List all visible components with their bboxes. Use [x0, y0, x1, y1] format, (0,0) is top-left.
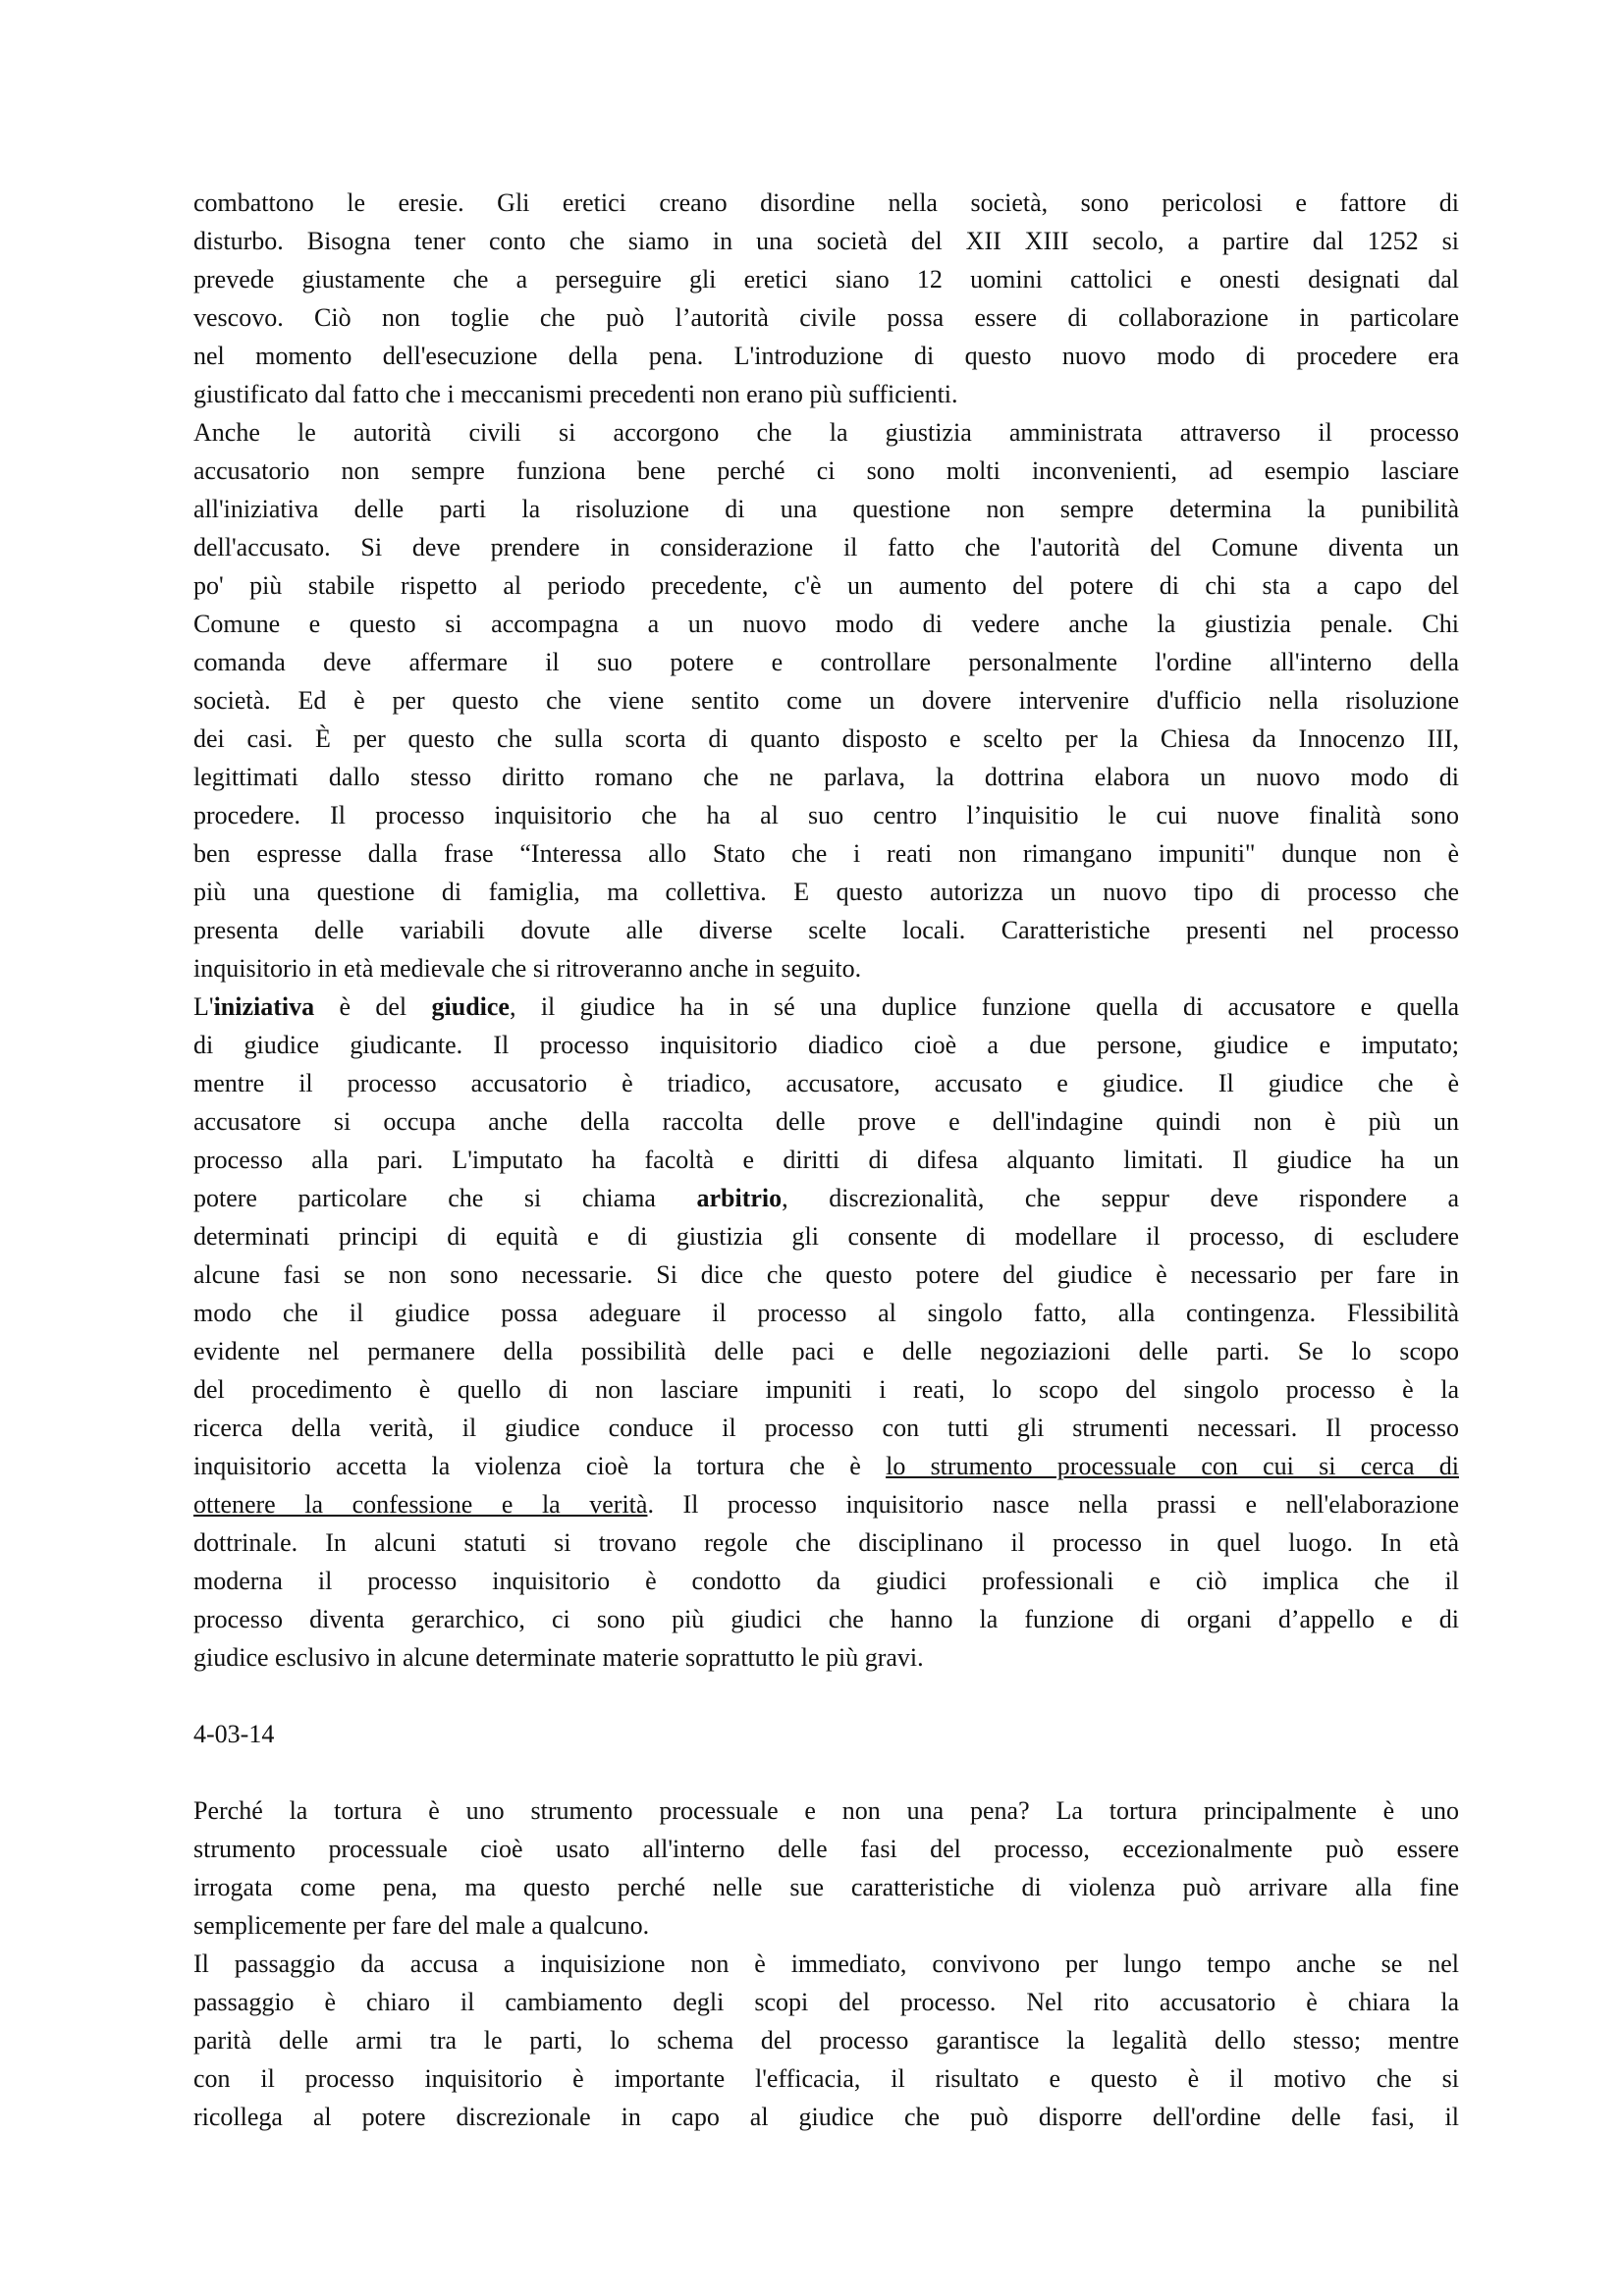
- text-line: Il passaggio da accusa a inquisizione non è immediato, convivono per lungo tempo anche se nel: [193, 1949, 1459, 1978]
- text-line: irrogata come pena, ma questo perché nelle sue caratteristiche di violenza può arrivare alla fine: [193, 1873, 1459, 1901]
- text-line: [193, 1485, 1459, 1523]
- text-line: ben espresse dalla frase “Interessa allo Stato che i reati non rimangano impuniti" dunque non è: [193, 839, 1459, 868]
- text-line: determinati principi di equità e di giustizia gli consente di modellare il processo, di escludere: [193, 1222, 1459, 1251]
- text-line: semplicemente per fare del male a qualcuno.: [193, 1911, 650, 1940]
- paragraph: [193, 988, 1459, 1677]
- text-line: 4-03-14: [193, 1720, 275, 1748]
- text-line: del procedimento è quello di non lasciare impuniti i reati, lo scopo del singolo processo è la: [193, 1375, 1459, 1404]
- bold-term: iniziativa: [213, 992, 315, 1021]
- paragraph: [193, 413, 1459, 988]
- text-segment: potere particolare che si chiama: [193, 1184, 697, 1212]
- text-line: parità delle armi tra le parti, lo schema del processo garantisce la legalità dello stesso; mentre: [193, 2026, 1459, 2055]
- text-line: inquisitorio in età medievale che si ritroveranno anche in seguito.: [193, 954, 862, 983]
- text-line: più una questione di famiglia, ma collettiva. E questo autorizza un nuovo tipo di processo che: [193, 878, 1459, 906]
- text-line: accusatorio non sempre funziona bene perché ci sono molti inconvenienti, ad esempio lasciare: [193, 456, 1459, 485]
- bold-term: giudice: [431, 992, 510, 1021]
- text-line: all'iniziativa delle parti la risoluzione di una questione non sempre determina la punibilità: [193, 495, 1459, 523]
- text-line: giudice esclusivo in alcune determinate materie soprattutto le più gravi.: [193, 1643, 924, 1672]
- text-line: modo che il giudice possa adeguare il processo al singolo fatto, alla contingenza. Flessibilità: [193, 1299, 1459, 1327]
- text-segment: , il giudice ha in sé una duplice funzione quella di accusatore e quella: [509, 992, 1459, 1021]
- blank-line: [193, 1753, 1459, 1791]
- text-line: vescovo. Ciò non toglie che può l’autorità civile possa essere di collaborazione in particolare: [193, 303, 1459, 332]
- text-line: presenta delle variabili dovute alle diverse scelte locali. Caratteristiche presenti nel processo: [193, 916, 1459, 944]
- text-line: evidente nel permanere della possibilità delle paci e delle negoziazioni delle parti. Se lo scopo: [193, 1337, 1459, 1365]
- text-line: comanda deve affermare il suo potere e controllare personalmente l'ordine all'interno della: [193, 648, 1459, 676]
- text-line: [193, 988, 1459, 1026]
- text-line: dottrinale. In alcuni statuti si trovano regole che disciplinano il processo in quel luogo. In età: [193, 1528, 1459, 1557]
- text-line: [193, 1447, 1459, 1485]
- text-line: combattono le eresie. Gli eretici creano disordine nella società, sono pericolosi e fattore di: [193, 188, 1459, 217]
- text-line: prevede giustamente che a perseguire gli eretici siano 12 uomini cattolici e onesti designati dal: [193, 265, 1459, 294]
- underlined-text: ottenere la confessione e la verità: [193, 1490, 648, 1519]
- text-line: Perché la tortura è uno strumento processuale e non una pena? La tortura principalmente è uno: [193, 1796, 1459, 1825]
- text-line: di giudice giudicante. Il processo inquisitorio diadico cioè a due persone, giudice e imputato;: [193, 1031, 1459, 1059]
- text-line: nel momento dell'esecuzione della pena. L'introduzione di questo nuovo modo di procedere era: [193, 342, 1459, 370]
- text-line: disturbo. Bisogna tener conto che siamo in una società del XII XIII secolo, a partire dal 1252 si: [193, 227, 1459, 255]
- text-line: Comune e questo si accompagna a un nuovo modo di vedere anche la giustizia penale. Chi: [193, 610, 1459, 638]
- text-line: Anche le autorità civili si accorgono che la giustizia amministrata attraverso il processo: [193, 418, 1459, 447]
- text-segment: è del: [314, 992, 432, 1021]
- text-line: dell'accusato. Si deve prendere in considerazione il fatto che l'autorità del Comune diventa un: [193, 533, 1459, 561]
- paragraph: [193, 1945, 1459, 2136]
- text-line: accusatore si occupa anche della raccolta delle prove e dell'indagine quindi non è più un: [193, 1107, 1459, 1136]
- text-line: passaggio è chiaro il cambiamento degli scopi del processo. Nel rito accusatorio è chiara la: [193, 1988, 1459, 2016]
- text-segment: L': [193, 992, 214, 1021]
- paragraph: [193, 1791, 1459, 1945]
- text-line: ricollega al potere discrezionale in capo al giudice che può disporre dell'ordine delle fasi, il: [193, 2103, 1459, 2131]
- text-line: mentre il processo accusatorio è triadico, accusatore, accusato e giudice. Il giudice che è: [193, 1069, 1459, 1097]
- text-segment: inquisitorio accetta la violenza cioè la tortura che è: [193, 1452, 887, 1480]
- text-line: processo alla pari. L'imputato ha facoltà e diritti di difesa alquanto limitati. Il giudice ha un: [193, 1146, 1459, 1174]
- bold-term: arbitrio: [696, 1184, 783, 1212]
- text-line: giustificato dal fatto che i meccanismi precedenti non erano più sufficienti.: [193, 380, 958, 408]
- text-line: strumento processuale cioè usato all'interno delle fasi del processo, eccezionalmente può essere: [193, 1835, 1459, 1863]
- text-line: ricerca della verità, il giudice conduce il processo con tutti gli strumenti necessari. Il processo: [193, 1414, 1459, 1442]
- text-line: alcune fasi se non sono necessarie. Si dice che questo potere del giudice è necessario per fare in: [193, 1260, 1459, 1289]
- text-line: procedere. Il processo inquisitorio che ha al suo centro l’inquisitio le cui nuove finalità sono: [193, 801, 1459, 829]
- text-segment: . Il processo inquisitorio nasce nella prassi e nell'elaborazione: [647, 1490, 1459, 1519]
- text-line: dei casi. È per questo che sulla scorta di quanto disposto e scelto per la Chiesa da Innocenzo III,: [193, 724, 1459, 753]
- underlined-text: lo strumento processuale con cui si cerca di: [886, 1452, 1459, 1480]
- text-segment: , discrezionalità, che seppur deve rispondere a: [782, 1184, 1459, 1212]
- text-line: legittimati dallo stesso diritto romano che ne parlava, la dottrina elabora un nuovo modo di: [193, 763, 1459, 791]
- blank-line: [193, 1677, 1459, 1715]
- text-line: con il processo inquisitorio è importante l'efficacia, il risultato e questo è il motivo che si: [193, 2064, 1459, 2093]
- document-page: [193, 184, 1459, 2136]
- text-line: società. Ed è per questo che viene sentito come un dovere intervenire d'ufficio nella risoluzione: [193, 686, 1459, 715]
- text-line: [193, 1179, 1459, 1217]
- paragraph: [193, 184, 1459, 413]
- text-line: processo diventa gerarchico, ci sono più giudici che hanno la funzione di organi d’appello e di: [193, 1605, 1459, 1633]
- text-line: moderna il processo inquisitorio è condotto da giudici professionali e ciò implica che il: [193, 1567, 1459, 1595]
- text-line: po' più stabile rispetto al periodo precedente, c'è un aumento del potere di chi sta a capo del: [193, 571, 1459, 600]
- date-heading: [193, 1715, 1459, 1753]
